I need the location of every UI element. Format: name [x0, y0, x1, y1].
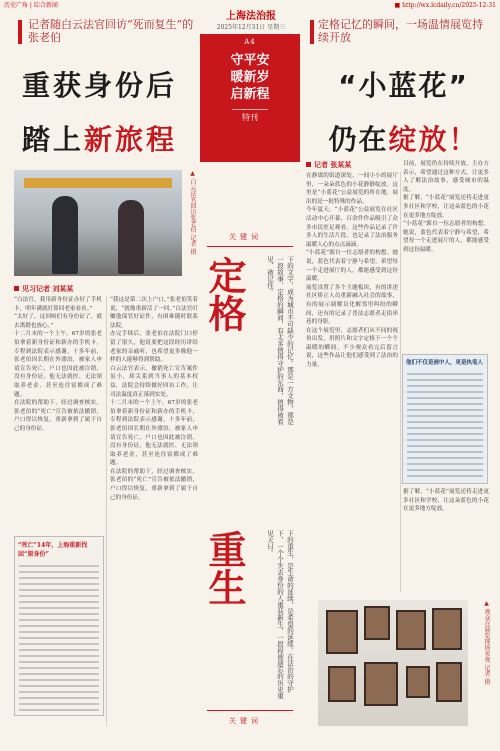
paragraph: “白法官，我用新身份证办好了手机卡，明年满就打算回老家看看。” [14, 297, 102, 312]
divider [207, 246, 293, 247]
masthead [196, 7, 306, 31]
column-rule [400, 172, 401, 592]
story-photo[interactable] [14, 170, 182, 276]
picture-frame [328, 666, 356, 702]
left-headline[interactable] [22, 64, 192, 158]
photo-figure [118, 200, 144, 274]
paragraph: 办完手续后，张老伯在法院门口停留了很久，他说要把这段经历讲给老家的亲戚听，也希望更多像他一样的人能够得到帮助。 [110, 331, 198, 364]
keyword-description: 下的文字，成为城市不可缺少的记忆。那是一方文物，那是一段故事，定格的瞬间，有太多值得守护的东西，值得被看见、被记住。 [266, 256, 294, 425]
right-headline[interactable] [316, 64, 491, 158]
feature-slogan [200, 52, 300, 103]
paragraph: 在法院的帮助下，经过调查核实，张老伯的“死亡”宣告被依法撤销，户口得以恢复，重新拿到了属于自己的身份证。 [110, 468, 198, 501]
paragraph: 展览设置了多个主题板块，有的讲述社区矫正人员重新融入社会的故事，有的展示调解员化解邻里纠纷的瞬间，还有的记录了普法志愿者走街串巷的身影。 [306, 284, 398, 326]
keyword-tag: 关键词 [229, 233, 262, 241]
photo-caption: ▲ 白云法官回访张老伯 记者 摄 [189, 170, 196, 255]
picture-frame [406, 666, 430, 698]
issue-date: 2025年12月31日 星期三 [216, 24, 286, 31]
article-body [14, 296, 102, 532]
paragraph: “小蓝花”源自一位志愿者的构想。她说，蓝色代表着宁静与希望，希望每一个走进展厅的人，都能感受到这份温暖。 [306, 250, 398, 283]
clipping-lines [407, 373, 483, 479]
article-body [403, 488, 489, 596]
special-issue-label: 特刊 [232, 109, 268, 123]
divider [207, 710, 293, 711]
paragraph: 白云法官表示，撤销死亡宣告案件虽小，却关系到当事人的基本权益，法院会持续做好回访工作，让司法温度真正落到实处。 [110, 365, 198, 398]
headline-highlight: 绽放 [388, 123, 449, 156]
document-header: “死亡”14年，上海重新找回“原身份” [18, 542, 88, 558]
headline-line [316, 118, 491, 158]
clipping-header: 他们不仅是画中人，更是执笔人 [406, 360, 484, 366]
article-body [403, 160, 489, 350]
exhibition-photo[interactable] [318, 600, 468, 726]
paragraph: 今年夏天，“小蓝花”公益展览在社区活动中心开幕，百余件作品吸引了众多市民驻足观看。这些作品记录了许多人的生活片段，也记录了法治服务温暖人心的点点滴滴。 [306, 207, 398, 248]
feature-banner [200, 34, 300, 162]
paragraph: 在这个展览里，志愿者们从不同的视角出发，用照片和文字定格下一个个温暖的瞬间。不少观众看完后留言说，这些作品让他们感受到了法治的力量。 [306, 327, 398, 369]
paragraph: 目前，展览仍在持续开放，主办方表示，希望通过这种方式，让更多人了解法治故事，感受城市的温度。 [403, 161, 489, 193]
picture-frame [396, 610, 426, 650]
keyword-description: 下的重生，是生命的延续，是希望的延续。在法治的守护下，一个个失去身份的人重获新生，一段段被遗忘的历史重见天日。 [266, 530, 294, 699]
headline-punct: ！ [448, 123, 479, 156]
headline-part: 踏上 [22, 123, 85, 156]
center-column [203, 170, 297, 730]
keyword-big-char: 重生 [202, 530, 247, 606]
article-body [306, 172, 398, 592]
picture-frame [436, 662, 462, 702]
paragraph: 据了解，“小蓝花”展览还将走进更多社区和学校，让这朵蓝色的小花在更多地方绽放。 [403, 195, 489, 219]
photo-sign [24, 178, 172, 188]
headline-highlight: 新旅程 [84, 123, 178, 156]
paragraph: “太好了，这回咱们有身份证了，就去离婚也放心。” [14, 314, 102, 329]
paragraph: “小蓝花”源自一位志愿者的构想。她说，蓝色代表着宁静与希望，希望每一个走进展厅的人，都能感受到这份温暖。 [403, 221, 489, 253]
paragraph: 十二月末的一个上午，67岁的张老伯拿着新身份证和新办的手机卡，专程到法院表示感谢。十多年前，张老伯因长期在外漂泊，被家人申请宣告死亡，户口也因此被注销。没有身份证，他无法就医、无法领取养老金，甚至连住宿都成了难题。 [110, 400, 198, 467]
page-number: A4 [244, 38, 256, 46]
photo-figure [52, 196, 78, 274]
picture-frame [364, 606, 390, 640]
picture-frame [432, 608, 462, 650]
kicker-bar [310, 20, 314, 44]
keyword-tag: 关键词 [229, 717, 262, 725]
byline-marker-icon [14, 286, 19, 291]
keyword-big-char: 定格 [202, 256, 247, 332]
section-indicator: 历史广角 | 综合新闻 [4, 2, 58, 9]
paragraph: “我这是第二次上户口，”张老伯笑着说，“就像重新活了一回。”白法官叮嘱他保管好证件，有困难随时联系法院。 [110, 297, 198, 329]
headline-line: “小蓝花” [338, 69, 469, 102]
slogan-line: 启新程 [230, 87, 270, 102]
headline-line: 重获身份后 [22, 69, 178, 102]
photo-caption: ▲ 观众在展览现场参观 记者 摄 [483, 600, 490, 685]
slogan-line: 暖新岁 [230, 70, 270, 85]
left-kicker[interactable]: 记者随白云法官回访“死而复生”的张老伯 [28, 18, 194, 44]
byline: 记者 张某某 [306, 160, 351, 170]
paragraph: 据了解，“小蓝花”展览还将走进更多社区和学校，让这朵蓝色的小花在更多地方绽放。 [403, 489, 489, 513]
clipping-photo[interactable] [402, 354, 488, 484]
newspaper-logo: 上海法治报 [226, 11, 276, 22]
headline-part: 仍在 [328, 123, 389, 156]
kicker-bar [18, 20, 22, 44]
slogan-line: 守平安 [230, 53, 270, 68]
paragraph: 十二月末的一个上午，67岁的张老伯拿着新身份证和新办的手机卡，专程到法院表示感谢。十多年前，张老伯因长期在外漂泊，被家人申请宣告死亡，户口也因此被注销。没有身份证，他无法就医、无法领取养老金，甚至连住宿都成了难题。 [14, 331, 102, 398]
paragraph: 在法院的帮助下，经过调查核实，张老伯的“死亡”宣告被依法撤销，户口得以恢复，重新拿到了属于自己的身份证。 [14, 400, 102, 432]
document-photo[interactable] [14, 536, 104, 716]
column-rule [106, 296, 107, 726]
picture-frame [364, 662, 398, 706]
byline: 见习记者 刘某某 [14, 284, 73, 294]
byline-marker-icon [306, 162, 311, 167]
headline-line [22, 118, 192, 158]
document-lines [19, 565, 99, 715]
article-body [110, 296, 198, 726]
picture-frame [326, 610, 358, 654]
right-kicker[interactable]: 定格记忆的瞬间，一场温情展览持续开放 [318, 18, 483, 44]
url-link[interactable]: ■ http://wx.lcdaily.cn/2025-12-31 [394, 2, 496, 9]
paragraph: 在静谧的街道深处，一间小小的展厅里，一朵朵蓝色的小花静静绽放。这里是“小蓝花”公益展览的所在地，展出的是一批特殊的作品。 [306, 173, 398, 205]
